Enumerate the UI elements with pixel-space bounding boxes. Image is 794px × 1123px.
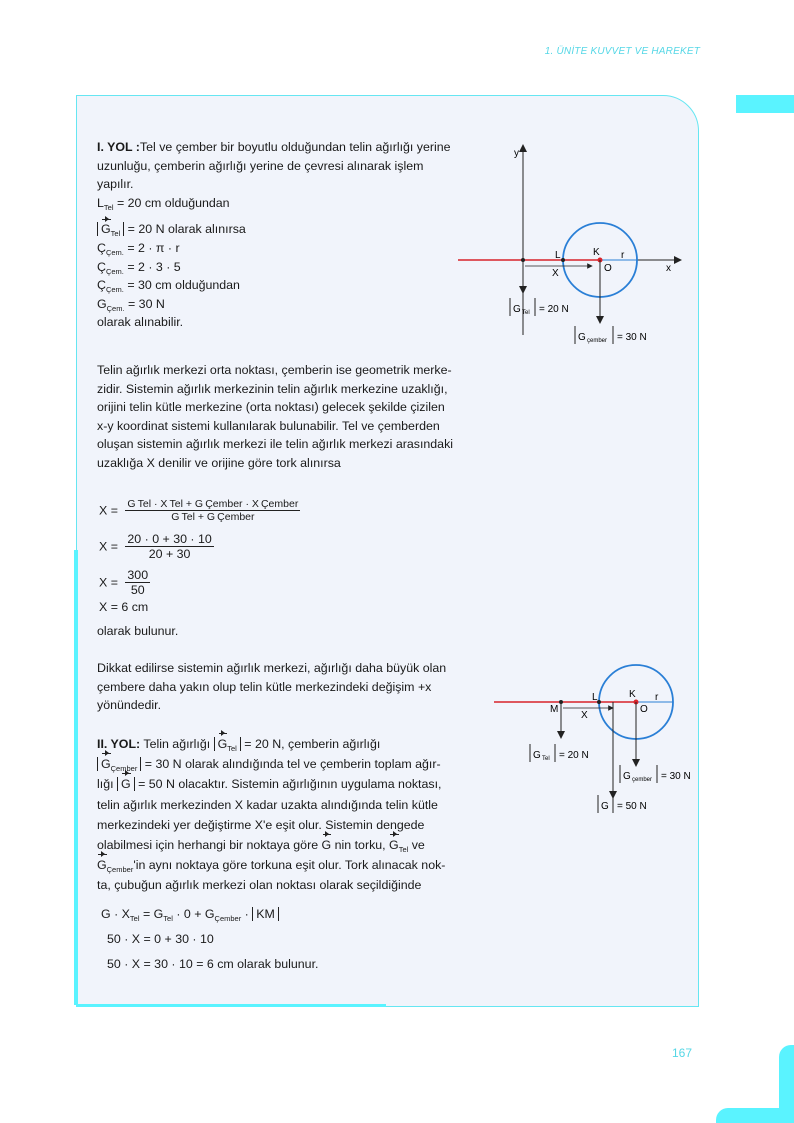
chapter-header: 1. ÜNİTE KUVVET VE HAREKET [544,46,700,57]
yol2-block: II. YOL: Telin ağırlığı $G_{Tel} = 20$ N, çemberin ağırlığı $G_{Çember} = 30$ N olarak alındığında tel ve çemberin toplam ağır- lığı G = 50 N olacaktır. Sistemin ağırlığının uygulama noktası, telin ağırlık merkezinden X kadar uzakta alındığında telin kütle merkezindeki yer değiştirme X'e eşit olur. Sistemin dengede olabilmesi için herhangi bir noktaya göre G nin torku, $G_{Tel}$ ve $G_{Çember}'in$ aynı noktaya göre torkuna eşit olur. Tork alınacak nok- ta, çubuğun ağırlık merkezi olan noktası olarak seçildiğinde [97,734,497,896]
point-l [561,258,565,262]
svg-text:G: G [623,771,631,782]
svg-text:çember: çember [632,777,653,783]
svg-text:O: O [604,263,612,274]
svg-text:G: G [513,304,521,315]
svg-text:K: K [629,689,636,700]
formula-1: X = $\frac{\text{G Tel · X Tel + G Çember · X Çember}}{\text{G Tel + G Çember}}$ [99,498,299,523]
svg-text:= 50 N: = 50 N [617,801,647,812]
yol1-title: I. YOL : [97,140,140,154]
svg-text:x: x [666,263,671,274]
svg-text:L: L [555,250,561,261]
svg-text:r: r [655,692,659,703]
svg-text:M: M [550,704,559,715]
svg-text:O: O [640,704,648,715]
yol2-eq-1: $G \cdot X_{Tel} = G_{Tel} \cdot 0 + G_{Çember}$ · KM [101,905,279,924]
svg-text:Tel: Tel [542,756,550,762]
svg-text:G: G [578,332,586,343]
yol2-eq-3: 50 · X = 30 · 10 = 6 cm olarak bulunur. [107,957,319,971]
svg-text:X: X [552,268,559,279]
chapter-tab [736,95,794,113]
svg-text:K: K [593,247,600,258]
svg-text:G: G [601,801,609,812]
svg-text:= 30 N: = 30 N [617,332,647,343]
svg-text:y: y [514,148,519,159]
formula-2: X = $\frac{20 \cdot 0 + 30 \cdot 10}{20 + 30}$ [99,532,212,561]
formula-3: X = $\frac{300}{50}$ [99,568,149,597]
point-l [597,700,601,704]
svg-text:çember: çember [587,338,608,344]
yol1-block: I. YOL :Tel ve çember bir boyutlu olduğundan telin ağırlığı yerine uzunluğu, çemberin ağırlığı yerine de çevresi alınarak işlem yapılır. $L_{Tel} = 20$ cm olduğundan $G_{Tel} = 20$ N olarak alınırsa $Ç_{Çem.} = 2 \cdot \pi \cdot r$ $Ç_{Çem.} = 2 \cdot 3 \cdot 5$ $Ç_{Çem.} = 30$ cm olduğundan $G_{Çem.} = 30$ N olarak alınabilir. [97,140,451,330]
svg-text:= 30 N: = 30 N [661,771,691,782]
svg-text:X: X [581,710,588,721]
svg-text:G: G [533,750,541,761]
formula-4: X = 6 cm [99,600,149,614]
formula-conclusion: olarak bulunur. [97,624,179,638]
yol2-eq-2: 50 · X = 0 + 30 · 10 [107,932,214,946]
left-accent-bar [74,550,78,1005]
diagram-torque [488,655,708,820]
yol2-title: II. YOL: [97,737,141,751]
svg-text:= 20 N: = 20 N [539,304,569,315]
svg-text:= 20 N: = 20 N [559,750,589,761]
svg-text:L: L [592,692,598,703]
paragraph-3: Dikkat edilirse sistemin ağırlık merkezi, ağırlığı daha büyük olan çembere daha yakın olup telin kütle merkezindeki değişim +x yönündedir. [97,661,447,713]
bottom-accent-bar [76,1004,386,1007]
corner-decoration-h [716,1108,794,1123]
diagram-coordinate-system [450,140,690,350]
paragraph-2: Telin ağırlık merkezi orta noktası, çemberin ise geometrik merke- zidir. Sistemin ağırlık merkezinin telin ağırlık merkezine uzaklığı, orijini telin kütle merkezine (orta noktası) gelecek şekilde çizilen x-y koordinat sistemi kullanılarak bulunabilir. Tel ve çemberden oluşan sistemin ağırlık merkezi ile telin ağırlık merkezi arasındaki uzaklığa X denilir ve orijine göre tork alınırsa [97,363,454,470]
svg-text:Tel: Tel [522,310,530,316]
page-number: 167 [672,1046,693,1060]
svg-text:r: r [621,250,625,261]
